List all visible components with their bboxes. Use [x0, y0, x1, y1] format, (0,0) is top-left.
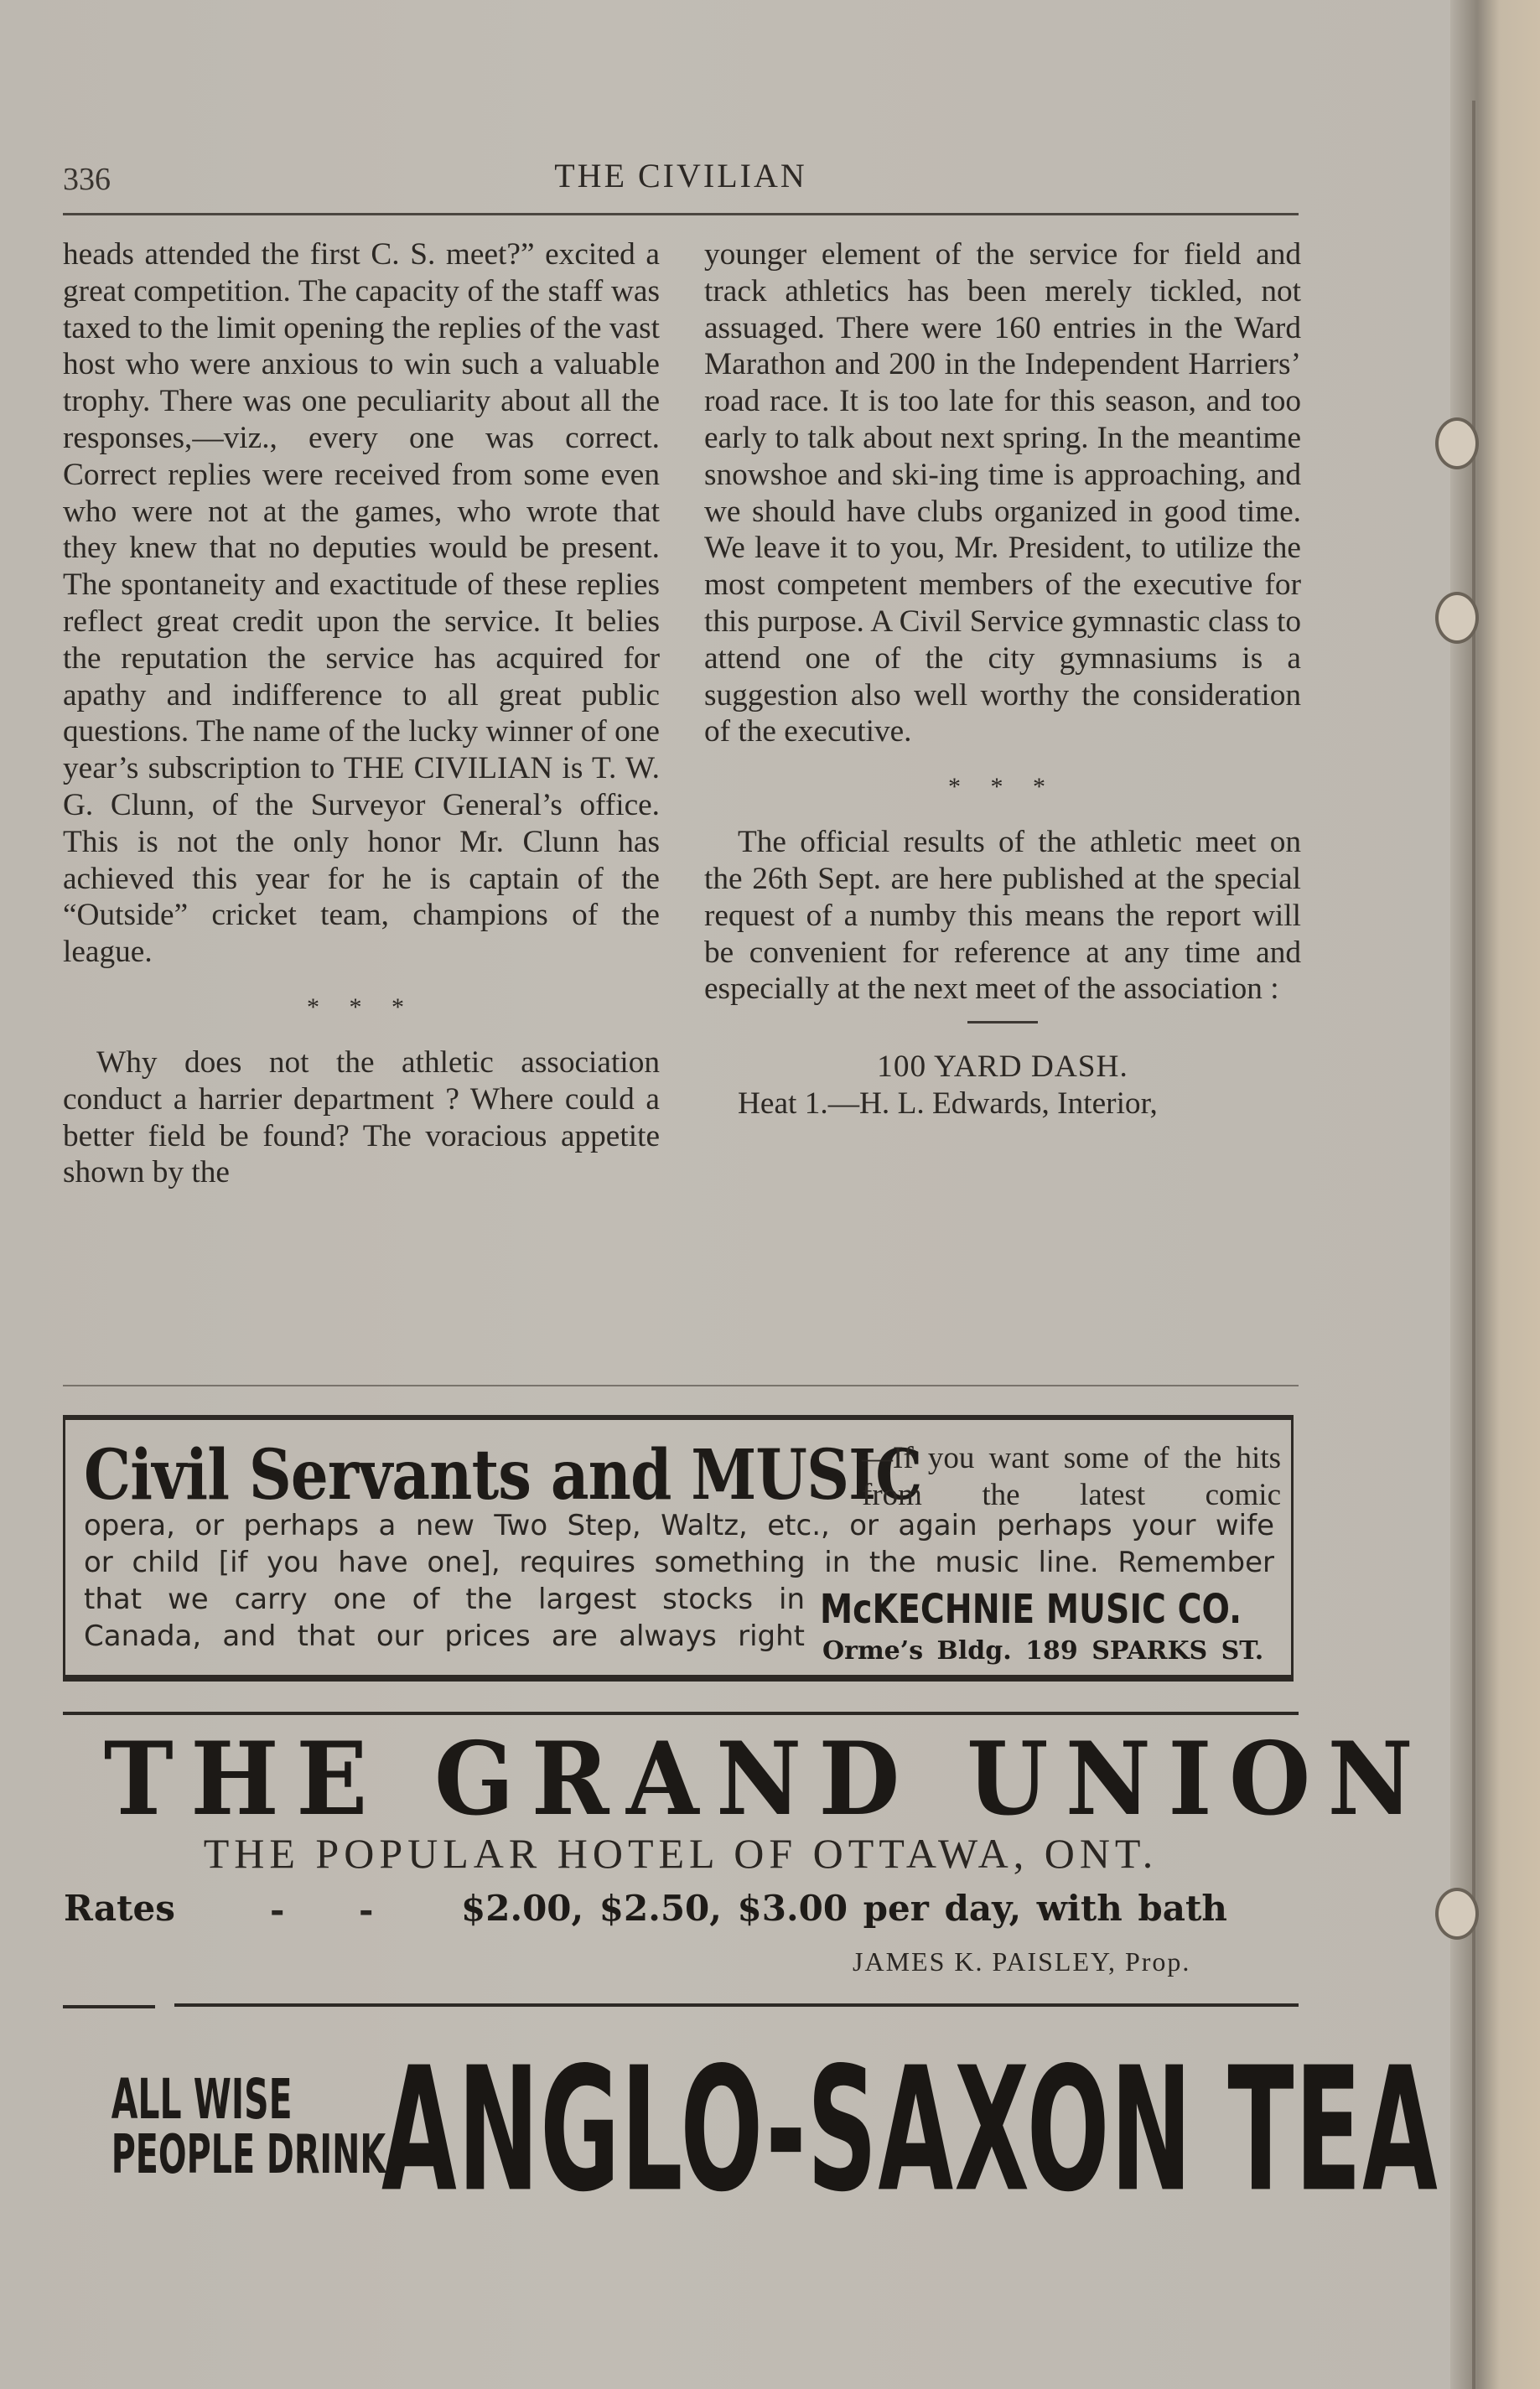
music-ad-lead: —If you want some of the hits from the latest comic [862, 1441, 1281, 1512]
music-ad-line: that we carry one of the largest stocks in [84, 1583, 805, 1616]
right-paragraph-1: younger element of the service for field and track athletics has been merely tickled, not assuaged. There were 160 entries in the Ward Marathon and 200 in the Independent Harriers’ road race. It is too late for this season, and too early to talk about next spring. In the meantime snowshoe and ski-ing time is approaching, and we should have clubs organized in good time. We leave it to you, Mr. President, to utilize the most competent members of the executive for this purpose. A Civil Service gymnastic class to attend one of the city gymnasiums is a suggestion also well worthy the consideration of the executive. [704, 237, 1301, 749]
music-ad-line: Canada, and that our prices are always right [84, 1619, 805, 1653]
binding-gutter [1450, 0, 1540, 2389]
results-heading: 100 YARD DASH. [877, 1049, 1128, 1085]
section-break-stars: * * * [948, 773, 1057, 801]
header-rule [63, 213, 1299, 215]
music-ad-line: or child [if you have one], requires something in the music line. Remember [84, 1546, 1274, 1579]
tea-brand-name: ANGLO-SAXON TEA [381, 2030, 1439, 2231]
left-paragraph-1: heads attended the first C. S. meet?” excited a great competition. The capacity of the staff was taxed to the limit opening the replies of the vast host who were anxious to win such a valuable trophy. There was one peculiarity about all the responses,—viz., every one was correct. Correct replies were received from some even who were not at the games, who wrote that they knew that no deputies would be present. The spontaneity and exactitude of these replies reflect great credit upon the service. It belies the reputation the service has acquired for apathy and indifference to all great public questions. The name of the lucky winner of one year’s subscription to THE CIVILIAN is T. W. G. Clunn, of the Surveyor General’s office. This is not the only honor Mr. Clunn has achieved this year for he is captain of the “Outside” cricket team, champions of the league. [63, 237, 660, 970]
running-title: THE CIVILIAN [554, 157, 807, 194]
hotel-rates-label: Rates [64, 1888, 175, 1929]
hotel-ad-bottom-rule [174, 2003, 1299, 2007]
binding-hole [1435, 417, 1479, 469]
hotel-name: THE GRAND UNION [103, 1720, 1431, 1838]
hotel-ad-bottom-rule [63, 2005, 155, 2008]
tea-tagline-line: PEOPLE DRINK [111, 2124, 386, 2186]
page-number: 336 [63, 162, 111, 197]
right-column [704, 236, 1301, 1122]
music-advertisement [63, 1415, 1294, 1682]
music-company-name: McKECHNIE MUSIC CO. [820, 1586, 1242, 1633]
tea-tagline-line: ALL WISE [111, 2067, 293, 2132]
short-divider [967, 1021, 1038, 1023]
hotel-rates-dash: - [359, 1889, 374, 1930]
binding-hole [1435, 1888, 1479, 1940]
section-break-stars: * * * [307, 992, 416, 1021]
right-paragraph-2: The official results of the athletic meet on the 26th Sept. are here published at the special request of a numby this means the report will be convenient for reference at any time and especially at the next meet of the association : [704, 825, 1301, 1007]
column-bottom-rule [63, 1385, 1299, 1386]
tea-ad-tagline [59, 2067, 386, 2186]
results-line: Heat 1.—H. L. Edwards, Interior, [738, 1086, 1158, 1121]
hotel-proprietor: JAMES K. PAISLEY, Prop. [853, 1946, 1191, 1977]
page-header [63, 153, 1299, 197]
music-ad-headline: Civil Servants and MUSIC [84, 1435, 922, 1516]
hotel-subtitle: THE POPULAR HOTEL OF OTTAWA, ONT. [203, 1830, 1159, 1877]
left-column [63, 236, 660, 1191]
hotel-ad-top-rule [63, 1712, 1299, 1715]
hotel-rates: $2.00, $2.50, $3.00 per day, with bath [461, 1888, 1227, 1929]
music-ad-line: opera, or perhaps a new Two Step, Waltz, etc., or again perhaps your wife [84, 1509, 1274, 1542]
binding-hole [1435, 592, 1479, 644]
left-paragraph-2: Why does not the athletic association conduct a harrier department ? Where could a better field be found? The voracious appetite shown by the [63, 1044, 660, 1190]
music-company-address: Orme’s Bldg. 189 SPARKS ST. [822, 1636, 1264, 1666]
hotel-rates-dash: - [270, 1889, 285, 1930]
